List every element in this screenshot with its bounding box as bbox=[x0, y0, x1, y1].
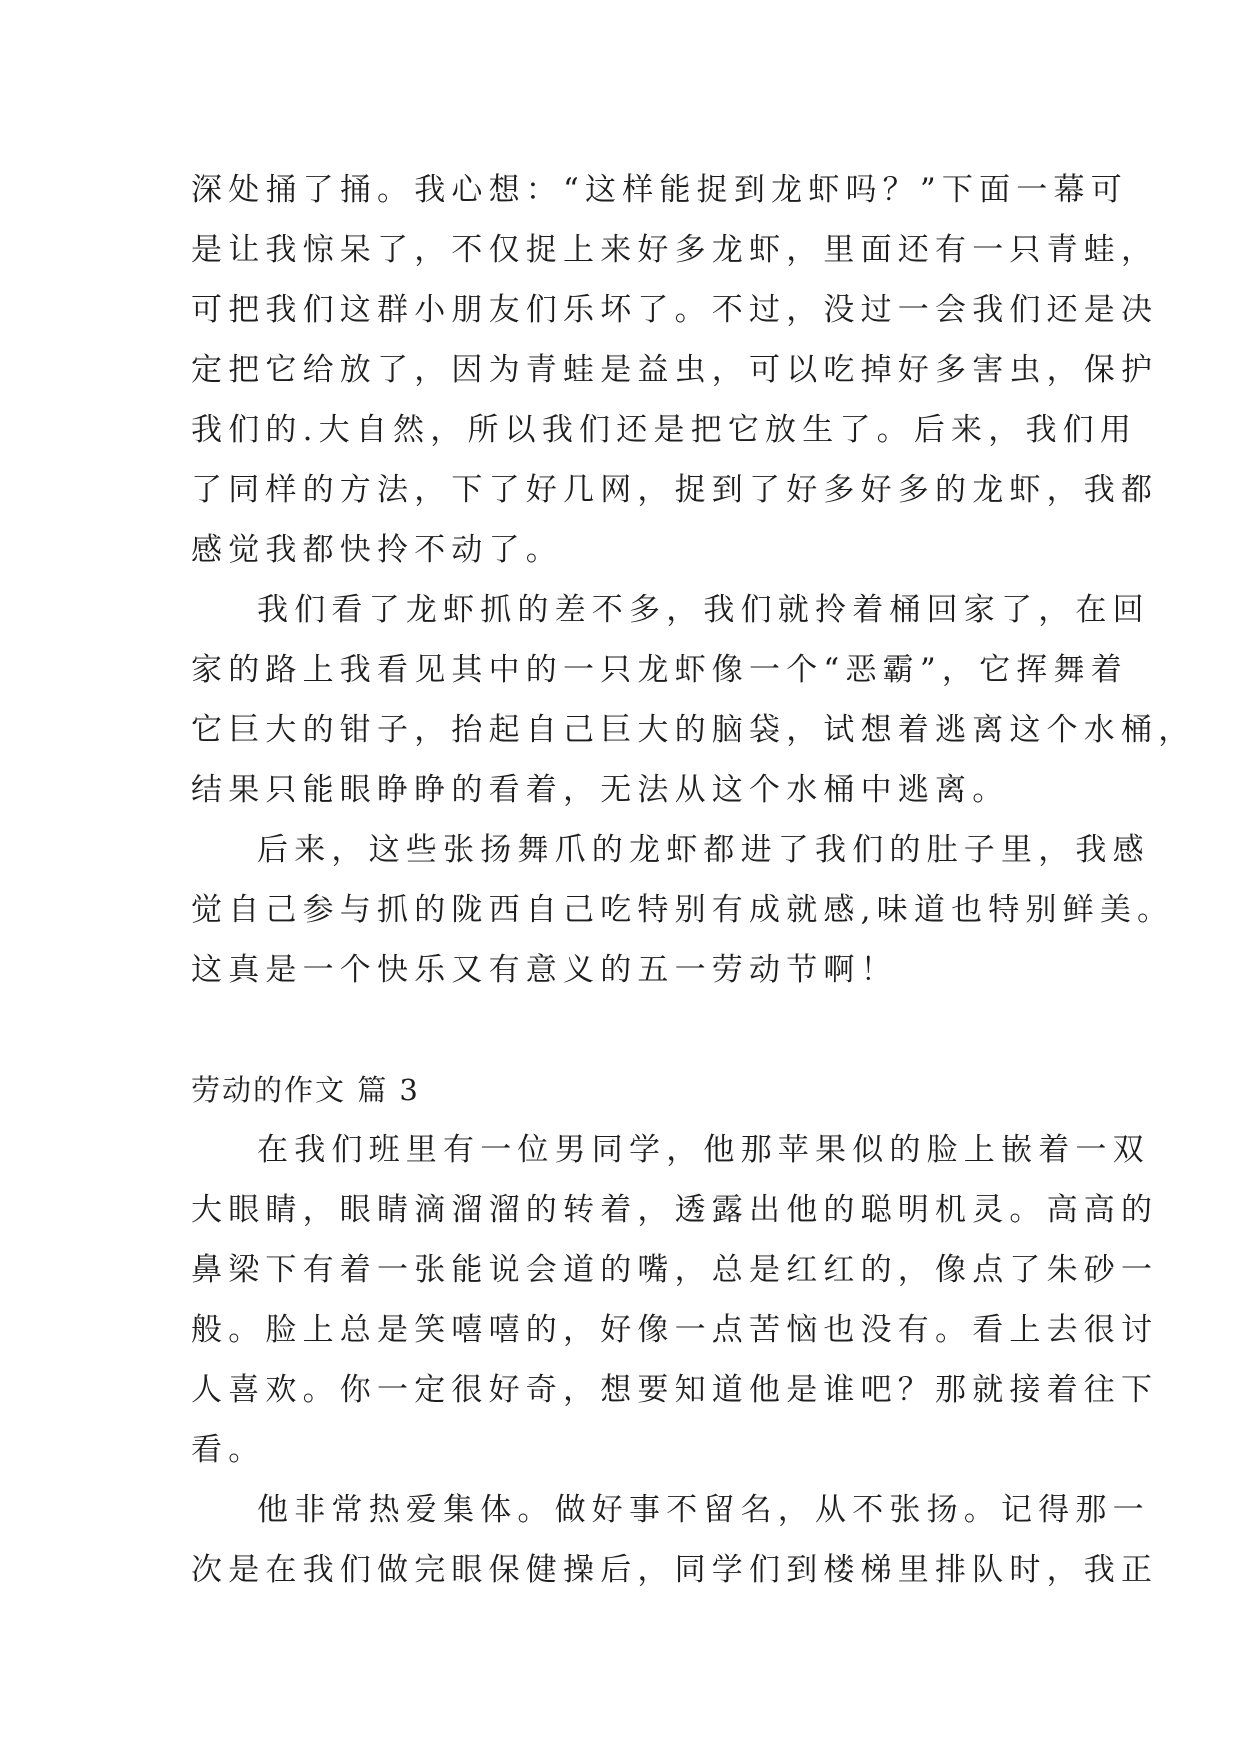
text-line: 我们看了龙虾抓的差不多，我们就拎着桶回家了，在回 bbox=[257, 592, 1150, 628]
text-line: 大眼睛，眼睛滴溜溜的转着，透露出他的聪明机灵。高高的 bbox=[191, 1192, 1159, 1228]
text-line: 它巨大的钳子，抬起自己巨大的脑袋，试想着逃离这个水桶， bbox=[191, 712, 1196, 748]
document-page bbox=[191, 160, 1196, 1600]
text-line: 了同样的方法，下了好几网，捉到了好多好多的龙虾，我都 bbox=[191, 472, 1159, 508]
paragraph bbox=[191, 1120, 1159, 1480]
text-line: 感觉我都快拎不动了。 bbox=[191, 532, 563, 568]
paragraph bbox=[191, 580, 1196, 820]
text-line: 觉自己参与抓的陇西自己吃特别有成就感,味道也特别鲜美。 bbox=[191, 892, 1175, 928]
text-line: 鼻梁下有着一张能说会道的嘴，总是红红的，像点了朱砂一 bbox=[191, 1252, 1159, 1288]
text-line: 定把它给放了，因为青蛙是益虫，可以吃掉好多害虫，保护 bbox=[191, 352, 1159, 388]
text-line: 结果只能眼睁睁的看着，无法从这个水桶中逃离。 bbox=[191, 772, 1010, 808]
blank-line bbox=[191, 1000, 1061, 1060]
text-line: 般。脸上总是笑嘻嘻的，好像一点苦恼也没有。看上去很讨 bbox=[191, 1312, 1159, 1348]
text-line: 看。 bbox=[191, 1432, 266, 1468]
text-line: 在我们班里有一位男同学，他那苹果似的脸上嵌着一双 bbox=[257, 1132, 1150, 1168]
text-line: 可把我们这群小朋友们乐坏了。不过，没过一会我们还是决 bbox=[191, 292, 1159, 328]
paragraph bbox=[191, 160, 1159, 580]
text-line: 人喜欢。你一定很好奇，想要知道他是谁吧？那就接着往下 bbox=[191, 1372, 1159, 1408]
text-line: 这真是一个快乐又有意义的五一劳动节啊！ bbox=[191, 952, 898, 988]
text-line: 我们的.大自然，所以我们还是把它放生了。后来，我们用 bbox=[191, 412, 1138, 448]
text-line: 深处捅了捅。我心想：“这样能捉到龙虾吗？”下面一幕可 bbox=[191, 172, 1128, 208]
text-line: 后来，这些张扬舞爪的龙虾都进了我们的肚子里，我感 bbox=[257, 832, 1150, 868]
text-line: 次是在我们做完眼保健操后，同学们到楼梯里排队时，我正 bbox=[191, 1552, 1159, 1588]
section-heading: 劳动的作文 篇 3 bbox=[191, 1073, 420, 1107]
text-line: 家的路上我看见其中的一只龙虾像一个“恶霸”，它挥舞着 bbox=[191, 652, 1128, 688]
paragraph bbox=[191, 820, 1175, 1000]
text-line: 是让我惊呆了，不仅捉上来好多龙虾，里面还有一只青蛙， bbox=[191, 232, 1159, 268]
paragraph bbox=[191, 1480, 1159, 1600]
text-line: 他非常热爱集体。做好事不留名，从不张扬。记得那一 bbox=[257, 1492, 1150, 1528]
